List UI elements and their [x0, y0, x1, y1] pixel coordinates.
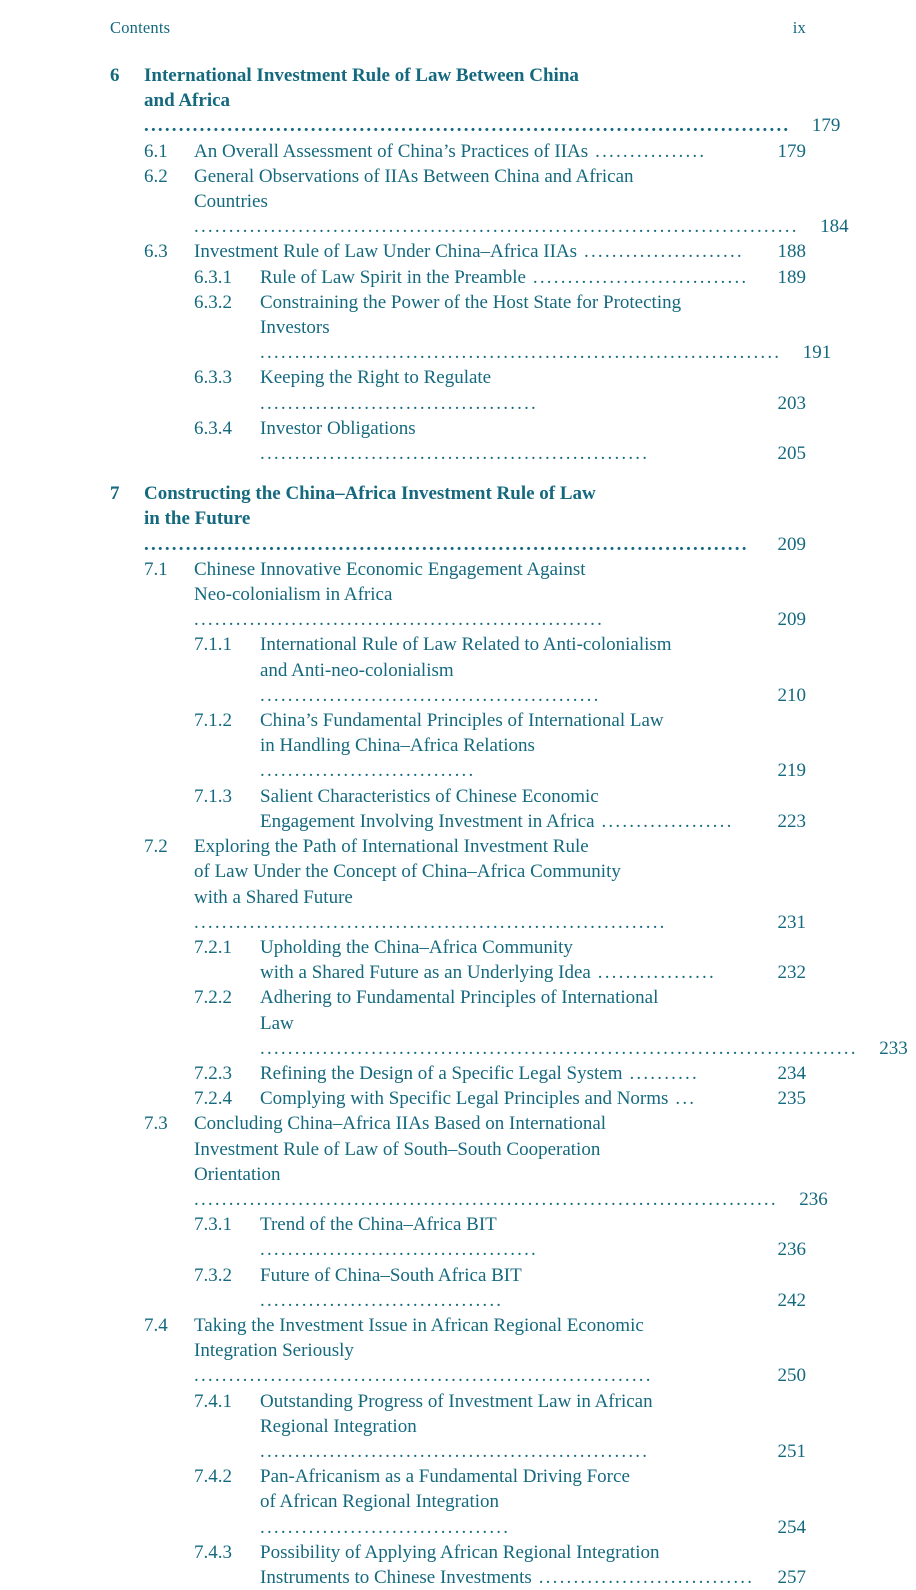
toc-entry-title-line: Upholding the China–Africa Community — [260, 936, 573, 958]
toc-entry-title-line: Law ...................................................................................... — [260, 1012, 858, 1059]
toc-entry-title-line: China’s Fundamental Principles of International Law — [260, 710, 664, 732]
toc-entry[interactable] — [110, 481, 806, 557]
toc-entry[interactable] — [110, 632, 806, 708]
toc-entry-number: 7.4.1 — [194, 1390, 232, 1412]
toc-entry-title — [260, 1540, 762, 1590]
running-head — [110, 18, 806, 38]
toc-entry-number: 7.3.1 — [194, 1214, 232, 1236]
toc-entry[interactable] — [110, 708, 806, 784]
leader-dots: ........................................................................... — [260, 342, 782, 364]
toc-entry-page: 188 — [777, 241, 806, 263]
toc-entry-page: 231 — [777, 911, 806, 933]
toc-entry-title — [260, 1464, 762, 1540]
toc-entry-title — [194, 139, 762, 164]
leader-dots: .................................................................... — [194, 911, 667, 933]
toc-entry-page: 254 — [777, 1516, 806, 1538]
toc-entry-title-line: Rule of Law Spirit in the Preamble ............................... — [260, 266, 749, 288]
toc-entry[interactable] — [110, 1313, 806, 1389]
toc-entry-number: 7.4.2 — [194, 1466, 232, 1488]
toc-entry-number: 7.2.3 — [194, 1062, 232, 1084]
toc-entry-page: 205 — [777, 443, 806, 465]
toc-entry[interactable] — [110, 1086, 806, 1111]
toc-entry-title-line: Investment Rule of Law of South–South Cooperation — [194, 1138, 601, 1160]
toc-entry[interactable] — [110, 139, 806, 164]
toc-entry[interactable] — [110, 1111, 828, 1212]
toc-entry[interactable] — [110, 834, 806, 935]
page-number: ix — [792, 18, 806, 37]
leader-dots: ................................................. — [260, 684, 601, 706]
toc-entry-title-line: Exploring the Path of International Investment Rule — [194, 836, 589, 858]
toc-entry-title-line: Pan-Africanism as a Fundamental Driving Force — [260, 1466, 630, 1488]
toc-entry-title — [144, 481, 762, 557]
toc-entry[interactable] — [110, 1540, 806, 1590]
toc-entry-title-line: Refining the Design of a Specific Legal System .......... — [260, 1062, 699, 1084]
toc-entry-page: 232 — [777, 962, 806, 984]
toc-entry-title-line: Neo-colonialism in Africa ........................................................... — [194, 584, 605, 631]
leader-dots: ... — [668, 1088, 697, 1110]
toc-entry[interactable] — [110, 985, 908, 1061]
running-head-left: Contents — [110, 18, 171, 37]
toc-entry[interactable] — [110, 164, 849, 240]
toc-entry-number: 7.4.3 — [194, 1541, 232, 1563]
toc-entry-number: 6.1 — [144, 140, 168, 162]
toc-entry-number: 7.3.2 — [194, 1264, 232, 1286]
toc-entry-title-line: Investors ........................................................................... — [260, 317, 782, 364]
toc-entry-number: 7.1.1 — [194, 634, 232, 656]
toc-entry-title — [194, 834, 762, 935]
toc-entry-title-line: of African Regional Integration .................................... — [260, 1491, 511, 1538]
toc-entry-title — [260, 290, 787, 366]
leader-dots: ............................... — [525, 266, 749, 288]
toc-entry-title-line: and Anti-neo-colonialism ................................................. — [260, 659, 601, 706]
toc-entry-title-line: Adhering to Fundamental Principles of International — [260, 987, 659, 1009]
toc-entry-page: 250 — [777, 1365, 806, 1387]
toc-entry-title-line: with a Shared Future as an Underlying Idea ................. — [260, 962, 716, 984]
toc-entry-title — [194, 1313, 762, 1389]
toc-entry-number: 7.2.1 — [194, 936, 232, 958]
toc-entry-title — [260, 784, 762, 834]
toc-entry[interactable] — [110, 290, 832, 366]
toc-entry-title — [260, 985, 864, 1061]
toc-entry-title-line: An Overall Assessment of China’s Practices of IIAs ................ — [194, 140, 707, 162]
leader-dots: ........................................ — [260, 1239, 538, 1261]
leader-dots: ................... — [594, 810, 734, 832]
toc-entry-page: 210 — [777, 684, 806, 706]
toc-entry-page: 236 — [799, 1188, 828, 1210]
leader-dots: ................................... — [260, 1289, 504, 1311]
leader-dots: ........................................................... — [194, 609, 605, 631]
toc-entry-number: 6.3.1 — [194, 266, 232, 288]
toc-entry-title-line: Complying with Specific Legal Principles and Norms ... — [260, 1088, 697, 1110]
toc-entry-number: 7.1 — [144, 558, 168, 580]
toc-entry-page: 223 — [777, 810, 806, 832]
toc-entry[interactable] — [110, 784, 806, 834]
leader-dots: ...................................................................................... — [260, 1037, 858, 1059]
toc-entry-title — [144, 63, 796, 139]
toc-entry-page: 209 — [777, 533, 806, 555]
toc-entry-number: 7 — [110, 483, 120, 505]
toc-entry-title — [194, 239, 762, 264]
toc-entry-title-line: Instruments to Chinese Investments ............................... — [260, 1566, 755, 1588]
toc-entry-page: 184 — [820, 216, 849, 238]
toc-entry-number: 7.1.3 — [194, 785, 232, 807]
leader-dots: ................ — [588, 140, 707, 162]
toc-entry-title-line: Investor Obligations ........................................................ — [260, 417, 650, 465]
toc-entry[interactable] — [110, 63, 841, 139]
toc-entry[interactable] — [110, 557, 806, 633]
toc-entry-page: 235 — [777, 1088, 806, 1110]
toc-entry-title-line: Outstanding Progress of Investment Law in African — [260, 1390, 653, 1412]
toc-entry-number: 7.2.4 — [194, 1088, 232, 1110]
leader-dots: ............................... — [531, 1566, 755, 1588]
toc-entry[interactable] — [110, 1212, 806, 1262]
leader-dots: .................................... — [260, 1516, 511, 1538]
toc-entry-title — [194, 164, 805, 240]
toc-entry-title — [260, 632, 762, 708]
toc-entry[interactable] — [110, 365, 806, 415]
toc-entry-number: 6.3.2 — [194, 291, 232, 313]
toc-entry-number: 6.3.3 — [194, 367, 232, 389]
leader-dots: .................................................................. — [194, 1365, 653, 1387]
toc-entry-title-line: and Africa ............................................................................................. — [144, 90, 791, 137]
toc-entry-title-line: Future of China–South Africa BIT ................................... — [260, 1264, 522, 1311]
toc-entry-page: 189 — [777, 266, 806, 288]
leader-dots: ............................... — [260, 760, 476, 782]
toc-entry[interactable] — [110, 239, 806, 264]
toc-entry-title-line: with a Shared Future .................................................................... — [194, 886, 667, 933]
toc-entry[interactable] — [110, 1389, 806, 1465]
toc-entry-title — [260, 1212, 762, 1262]
toc-entry-number: 6.3.4 — [194, 417, 232, 439]
toc-entry-title — [260, 1263, 762, 1313]
toc-entry-title — [260, 365, 762, 415]
toc-entry[interactable] — [110, 935, 806, 985]
toc-entry-title — [260, 1389, 762, 1465]
toc-entry-title-line: Countries ....................................................................................... — [194, 191, 799, 238]
toc-entry-number: 6.3 — [144, 241, 168, 263]
toc-entry-title — [194, 1111, 784, 1212]
toc-entry-page: 219 — [777, 760, 806, 782]
toc-entry-title — [260, 1086, 762, 1111]
toc-entry-page: 233 — [879, 1037, 908, 1059]
toc-entry-number: 6.2 — [144, 165, 168, 187]
toc-entry-number: 7.3 — [144, 1113, 168, 1135]
toc-entry[interactable] — [110, 1464, 806, 1540]
toc-entry-title-line: Regional Integration ........................................................ — [260, 1415, 650, 1462]
toc-entry-title-line: Trend of the China–Africa BIT ........................................ — [260, 1214, 538, 1261]
toc-entry-title — [260, 935, 762, 985]
toc-entry-title-line: International Rule of Law Related to Anti-colonialism — [260, 634, 672, 656]
toc-entry-title-line: in the Future ....................................................................................... — [144, 508, 749, 555]
leader-dots: ............................................................................................. — [144, 115, 791, 137]
toc-entry-title-line: Salient Characteristics of Chinese Economic — [260, 785, 599, 807]
toc-entry-title — [260, 1061, 762, 1086]
toc-entry-title-line: Chinese Innovative Economic Engagement Against — [194, 558, 586, 580]
toc-entry-title — [260, 416, 762, 466]
toc-entry-number: 7.2 — [144, 836, 168, 858]
toc-entry-title-line: General Observations of IIAs Between China and African — [194, 165, 634, 187]
leader-dots: ....................................................................................... — [144, 533, 749, 555]
toc-entry-title-line: Engagement Involving Investment in Africa ................... — [260, 810, 734, 832]
leader-dots: .................................................................................... — [194, 1188, 778, 1210]
toc-entry-title-line: in Handling China–Africa Relations ............................... — [260, 735, 535, 782]
toc-entry-page: 251 — [777, 1440, 806, 1462]
toc-entry-title-line: Constructing the China–Africa Investment Rule of Law — [144, 483, 596, 505]
toc-entry-title — [260, 708, 762, 784]
toc-entry-title-line: Orientation .................................................................................... — [194, 1163, 778, 1210]
toc-entry-title-line: Possibility of Applying African Regional Integration — [260, 1541, 660, 1563]
leader-dots: ........................................................ — [260, 1440, 650, 1462]
toc-entry-number: 7.1.2 — [194, 710, 232, 732]
table-of-contents — [110, 63, 908, 1590]
toc-entry-title — [194, 557, 762, 633]
toc-entry-title-line: Investment Rule of Law Under China–Africa IIAs ....................... — [194, 241, 744, 263]
toc-entry-number: 7.4 — [144, 1314, 168, 1336]
toc-entry-title-line: Taking the Investment Issue in African Regional Economic — [194, 1314, 644, 1336]
toc-entry-title-line: Concluding China–Africa IIAs Based on International — [194, 1113, 607, 1135]
toc-entry-page: 179 — [777, 140, 806, 162]
toc-entry-number: 7.2.2 — [194, 987, 232, 1009]
toc-entry-page: 179 — [811, 115, 841, 137]
leader-dots: ........................................................ — [260, 443, 650, 465]
toc-entry-title-line: Constraining the Power of the Host State for Protecting — [260, 291, 682, 313]
leader-dots: ........................................ — [260, 392, 538, 414]
leader-dots: .......... — [622, 1062, 699, 1084]
toc-entry-page: 236 — [777, 1239, 806, 1261]
toc-entry-title-line: Keeping the Right to Regulate ........................................ — [260, 367, 538, 414]
toc-entry[interactable] — [110, 1061, 806, 1086]
leader-dots: ....................... — [577, 241, 744, 263]
toc-entry-title-line: of Law Under the Concept of China–Africa Community — [194, 861, 621, 883]
toc-entry-number: 6 — [110, 65, 120, 86]
toc-entry-page: 191 — [802, 342, 832, 364]
toc-entry-title-line: Integration Seriously .................................................................. — [194, 1340, 653, 1387]
toc-entry-page: 234 — [777, 1062, 806, 1084]
toc-entry-title-line: International Investment Rule of Law Between China — [144, 65, 579, 86]
toc-entry-page: 257 — [777, 1566, 806, 1588]
toc-entry-page: 242 — [777, 1289, 806, 1311]
toc-entry[interactable] — [110, 416, 806, 466]
toc-entry-page: 209 — [777, 609, 806, 631]
toc-entry[interactable] — [110, 1263, 806, 1313]
leader-dots: ....................................................................................... — [194, 216, 799, 238]
leader-dots: ................. — [590, 962, 716, 984]
toc-entry[interactable] — [110, 265, 806, 290]
toc-entry-title — [260, 265, 762, 290]
toc-entry-page: 203 — [777, 392, 806, 414]
